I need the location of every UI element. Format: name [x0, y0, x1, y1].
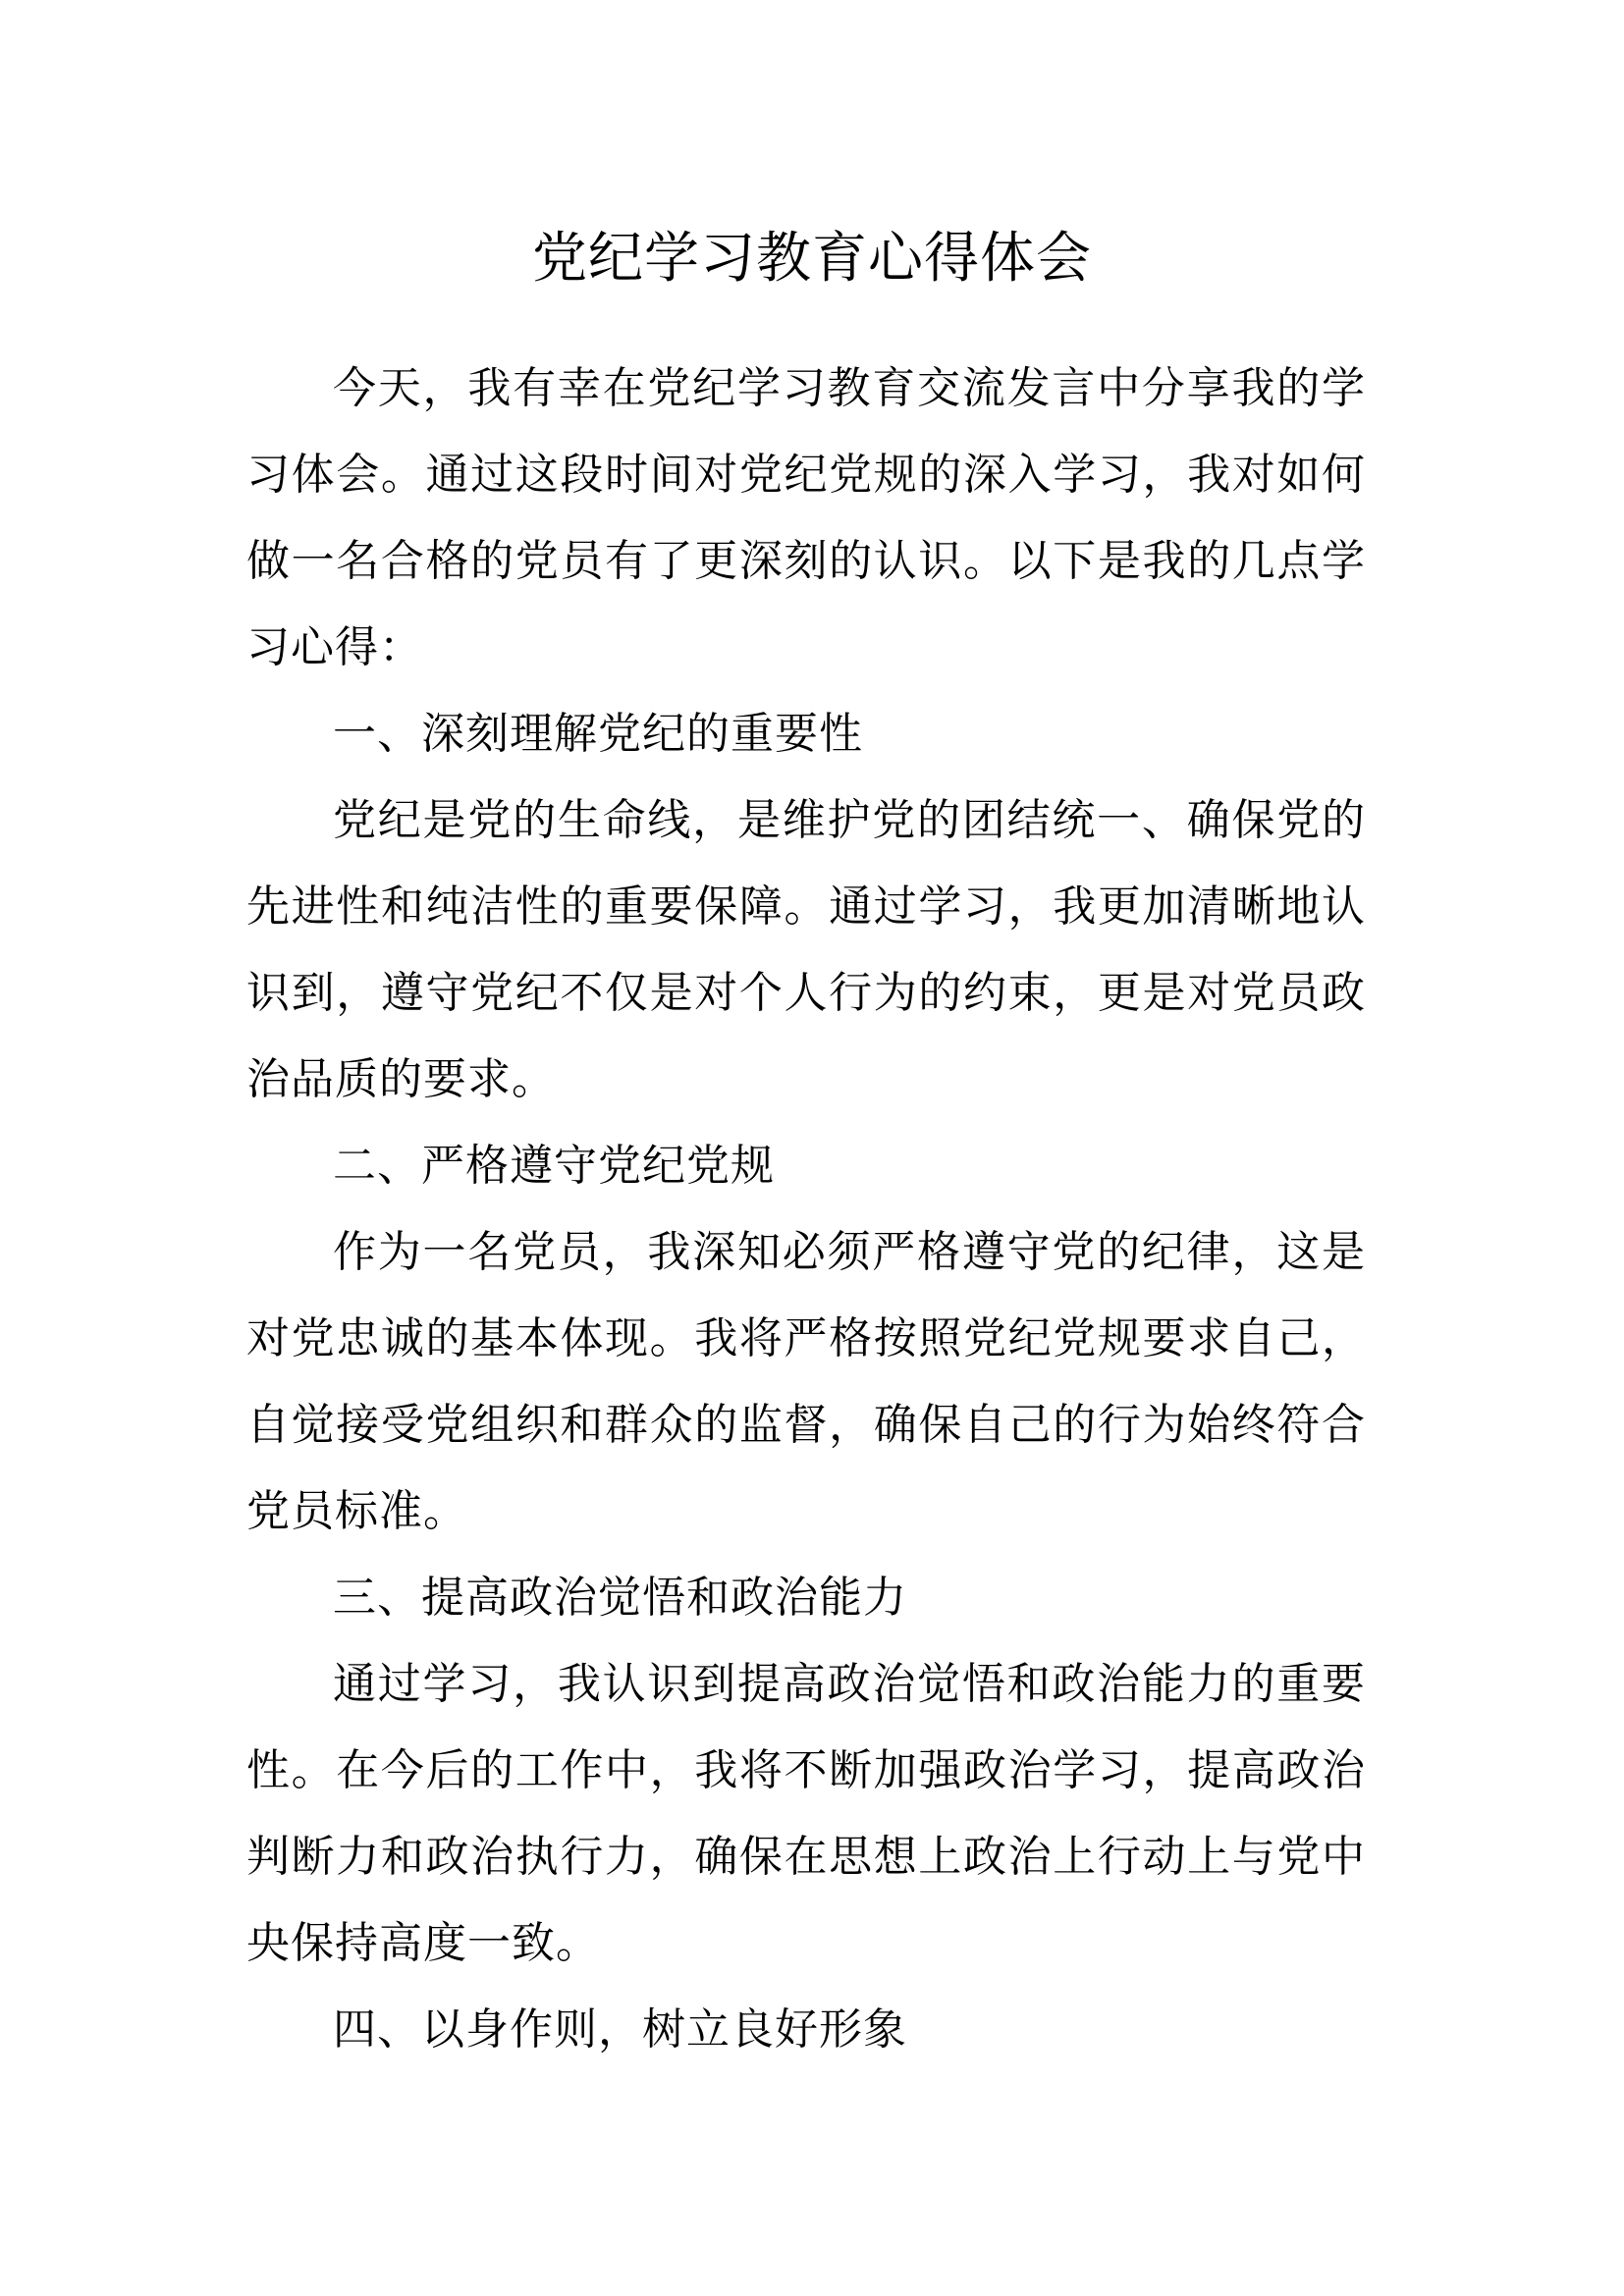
- section-paragraph-2: 作为一名党员，我深知必须严格遵守党的纪律，这是对党忠诚的基本体现。我将严格按照党纪党规要求自己，自觉接受党组织和群众的监督，确保自己的行为始终符合党员标准。: [246, 1227, 1366, 1536]
- section-heading-2: 二、严格遵守党纪党规: [333, 1141, 775, 1191]
- intro-paragraph: 今天，我有幸在党纪学习教育交流发言中分享我的学习体会。通过这段时间对党纪党规的深入学习，我对如何做一名合格的党员有了更深刻的认识。以下是我的几点学习心得：: [246, 363, 1366, 672]
- section-heading-4: 四、以身作则，树立良好形象: [333, 2004, 907, 2055]
- section-heading-3: 三、提高政治觉悟和政治能力: [333, 1573, 907, 1623]
- section-heading-1: 一、深刻理解党纪的重要性: [333, 709, 863, 759]
- document-title: 党纪学习教育心得体会: [532, 227, 1092, 291]
- section-paragraph-1: 党纪是党的生命线，是维护党的团结统一、确保党的先进性和纯洁性的重要保障。通过学习，我更加清晰地认识到，遵守党纪不仅是对个人行为的约束，更是对党员政治品质的要求。: [246, 795, 1366, 1104]
- document-body: [246, 346, 1366, 2073]
- section-paragraph-3: 通过学习，我认识到提高政治觉悟和政治能力的重要性。在今后的工作中，我将不断加强政治学习，提高政治判断力和政治执行力，确保在思想上政治上行动上与党中央保持高度一致。: [246, 1659, 1366, 1968]
